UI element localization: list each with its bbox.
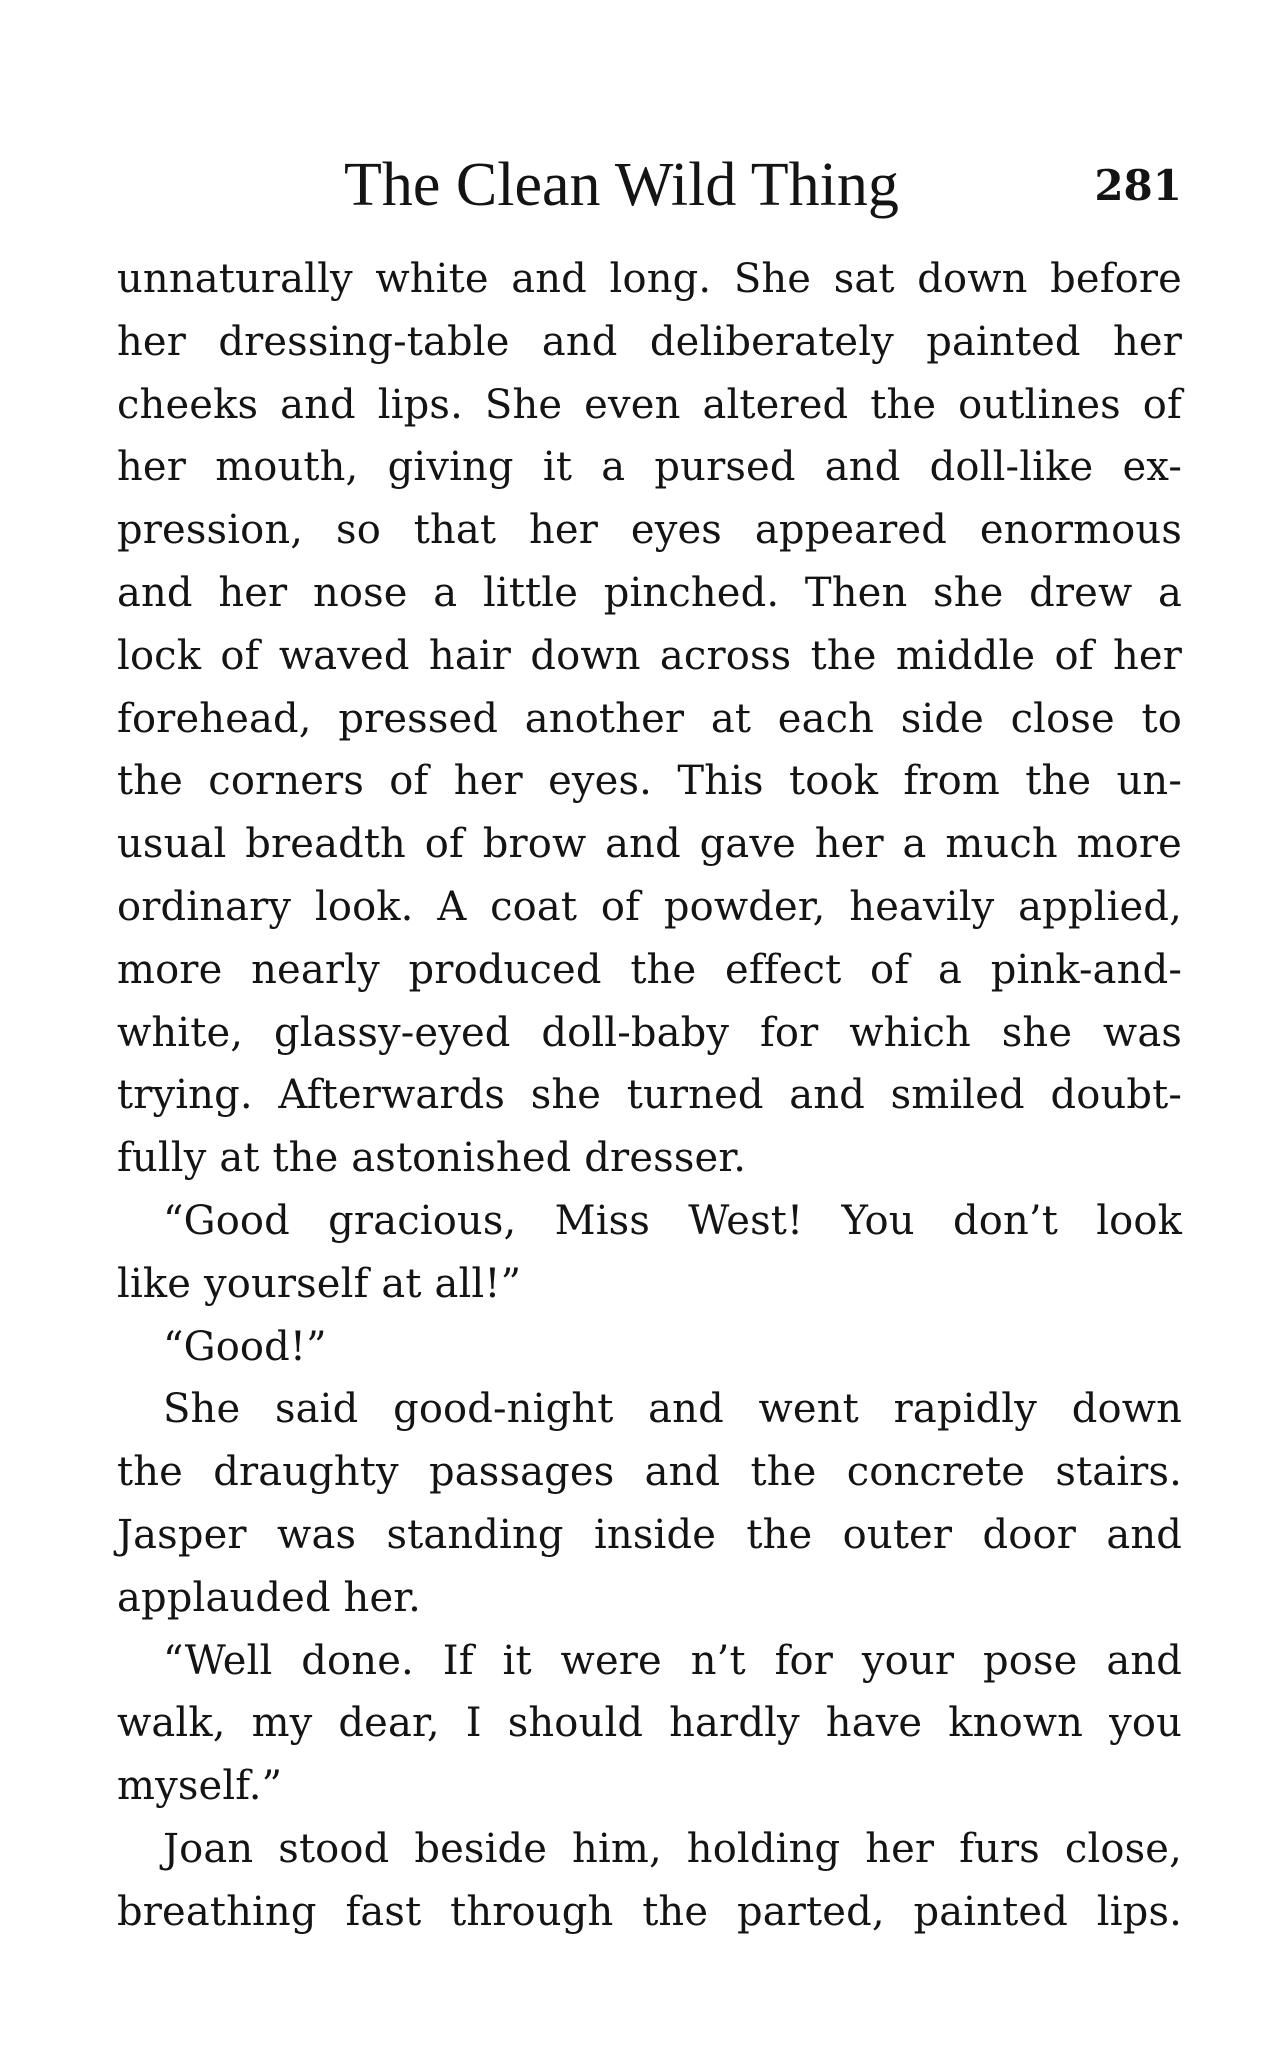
page-header [117,145,1182,225]
text-line: the draughty passages and the concrete stairs. [117,1449,1182,1496]
text-line: white, glassy-eyed doll-baby for which she was [117,1009,1182,1056]
text-line: like yourself at all!” [117,1260,522,1307]
text-line: “Well done. If it were n’t for your pose and [163,1637,1182,1684]
body-text [117,248,1182,1944]
text-line: She said good-night and went rapidly down [163,1386,1182,1433]
text-line: and her nose a little pinched. Then she drew a [117,569,1182,616]
text-line: fully at the astonished dresser. [117,1135,747,1182]
text-line: walk, my dear, I should hardly have known you [117,1700,1182,1747]
text-line: applauded her. [117,1574,422,1621]
running-title: The Clean Wild Thing [344,151,899,219]
text-line: trying. Afterwards she turned and smiled doubt- [117,1072,1182,1119]
text-line: usual breadth of brow and gave her a much more [117,821,1182,868]
text-line: pression, so that her eyes appeared enormous [117,507,1182,554]
text-line: ordinary look. A coat of powder, heavily applied, [117,883,1182,930]
text-line: myself.” [117,1763,283,1810]
text-line: “Good!” [163,1323,327,1370]
text-line: her dressing-table and deliberately painted her [117,318,1182,365]
text-line: forehead, pressed another at each side close to [117,695,1182,742]
text-line: her mouth, giving it a pursed and doll-like ex- [117,444,1182,491]
text-line: unnaturally white and long. She sat down before [117,256,1182,302]
text-line: breathing fast through the parted, painted lips. [117,1888,1182,1935]
text-line: the corners of her eyes. This took from the un- [117,758,1182,805]
page-number: 281 [1094,161,1182,210]
text-line: Joan stood beside him, holding her furs close, [163,1825,1182,1872]
text-line: more nearly produced the effect of a pink-and- [117,946,1182,993]
text-line: lock of waved hair down across the middle of her [117,632,1182,679]
text-line: Jasper was standing inside the outer door and [117,1511,1182,1558]
text-line: cheeks and lips. She even altered the outlines of [117,381,1182,428]
text-line: “Good gracious, Miss West! You don’t look [163,1197,1182,1244]
